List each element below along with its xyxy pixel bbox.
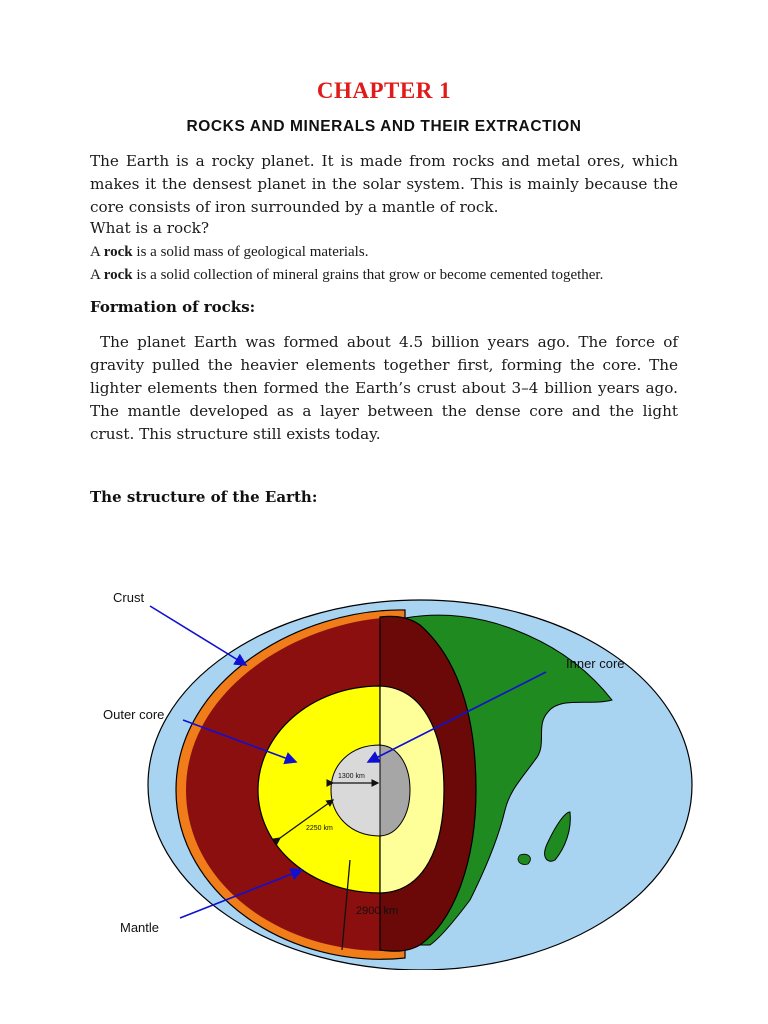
- earth-structure-diagram: [0, 560, 768, 970]
- chapter-subtitle: ROCKS AND MINERALS AND THEIR EXTRACTION: [186, 118, 582, 135]
- inner-core-measure: 1300 km: [338, 773, 365, 780]
- formation-paragraph: The planet Earth was formed about 4.5 billion years ago. The force of gravity pulled the heavier elements together first, forming the core. The lighter elements then formed the Earth’s crust about 3–4 billion years ago. The mantle developed as a layer between the dense core and the light crust. This structure still exists today.: [90, 333, 678, 443]
- label-inner-core: Inner core: [566, 656, 625, 671]
- question-text: What is a rock?: [90, 219, 209, 237]
- structure-heading: The structure of the Earth:: [90, 488, 318, 506]
- intro-paragraph: The Earth is a rocky planet. It is made from rocks and metal ores, which makes it the densest planet in the solar system. This is mainly because the core consists of iron surrounded by a mantle of rock.: [90, 152, 678, 216]
- chapter-title: CHAPTER 1: [316, 78, 452, 103]
- definition-1: A rock is a solid mass of geological materials.: [90, 244, 369, 260]
- island-shape: [518, 854, 530, 864]
- label-mantle: Mantle: [120, 920, 160, 935]
- formation-heading: Formation of rocks:: [90, 298, 256, 316]
- label-outer-core: Outer core: [103, 707, 165, 722]
- outer-core-measure: 2250 km: [306, 825, 333, 832]
- label-crust: Crust: [113, 590, 145, 605]
- definition-2: A rock is a solid collection of mineral grains that grow or become cemented together.: [90, 267, 604, 283]
- mantle-measure: 2900 km: [356, 905, 399, 917]
